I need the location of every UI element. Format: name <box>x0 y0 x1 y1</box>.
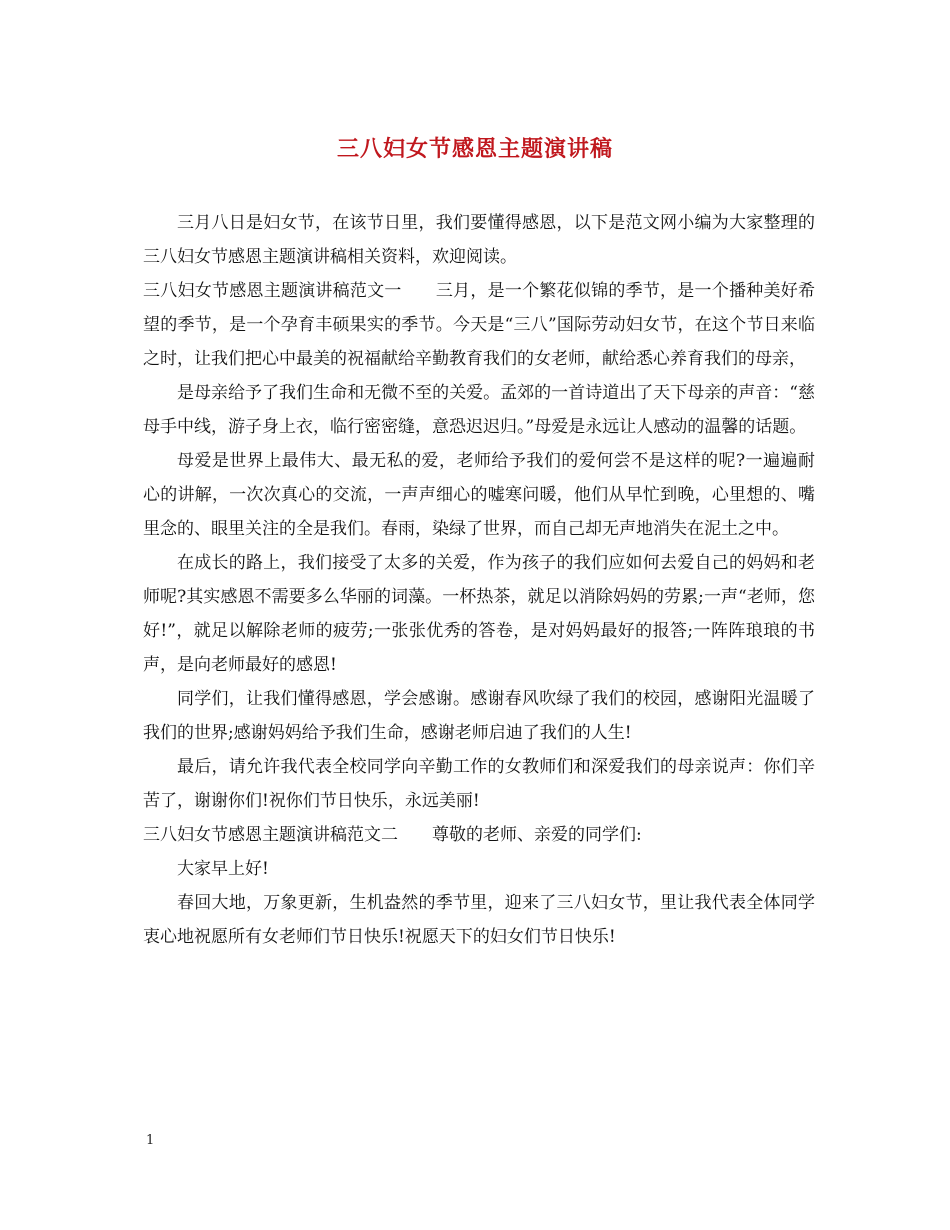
paragraph-teacher-love: 母爱是世界上最伟大、最无私的爱，老师给予我们的爱何尝不是这样的呢?一遍遍耐心的讲解，一次次真心的交流，一声声细心的嘘寒问暖，他们从早忙到晚，心里想的、嘴里念的、眼里关注的全是我们。春雨，染绿了世界，而自己却无声地消失在泥土之中。 <box>143 451 815 539</box>
paragraph-mother-love: 是母亲给予了我们生命和无微不至的关爱。孟郊的一首诗道出了天下母亲的声音：“慈母手中线，游子身上衣，临行密密缝，意恐迟迟归。”母爱是永远让人感动的温馨的话题。 <box>143 383 815 437</box>
paragraph-gratitude: 同学们，让我们懂得感恩，学会感谢。感谢春风吹绿了我们的校园，感谢阳光温暖了我们的世界;感谢妈妈给予我们生命，感谢老师启迪了我们的人生! <box>143 689 815 743</box>
paragraph-sample-one <box>143 274 815 376</box>
section-heading-sample-one: 三八妇女节感恩主题演讲稿范文一 <box>143 281 402 301</box>
sample-two-greeting: 尊敬的老师、亲爱的同学们: <box>432 825 642 845</box>
page-number: 1 <box>146 1133 155 1148</box>
sample-one-opening: 三月，是一个繁花似锦的季节，是一个播种美好希望的季节，是一个孕育丰硕果实的季节。今天是“三八”国际劳动妇女节，在这个节日来临之时，让我们把心中最美的祝福献给辛勤教育我们的女老师，献给悉心养育我们的母亲， <box>143 281 816 369</box>
paragraph-good-morning: 大家早上好! <box>177 859 269 879</box>
document-title: 三八妇女节感恩主题演讲稿 <box>336 136 613 162</box>
paragraph-intro: 三月八日是妇女节，在该节日里，我们要懂得感恩，以下是范文网小编为大家整理的三八妇女节感恩主题演讲稿相关资料，欢迎阅读。 <box>143 213 815 267</box>
paragraph-sample-two <box>143 818 815 852</box>
section-heading-sample-two: 三八妇女节感恩主题演讲稿范文二 <box>143 825 398 845</box>
paragraph-closing: 最后，请允许我代表全校同学向辛勤工作的女教师们和深爱我们的母亲说声：你们辛苦了，谢谢你们!祝你们节日快乐，永远美丽! <box>143 757 815 811</box>
paragraph-how-to-love: 在成长的路上，我们接受了太多的关爱，作为孩子的我们应如何去爱自己的妈妈和老师呢?其实感恩不需要多么华丽的词藻。一杯热茶，就足以消除妈妈的劳累;一声“老师，您好!”，就足以解除老师的疲劳;一张张优秀的答卷，是对妈妈最好的报答;一阵阵琅琅的书声，是向老师最好的感恩! <box>143 553 815 675</box>
document-body <box>143 206 815 954</box>
paragraph-spring-wishes: 春回大地，万象更新，生机盎然的季节里，迎来了三八妇女节，里让我代表全体同学衷心地祝愿所有女老师们节日快乐!祝愿天下的妇女们节日快乐! <box>143 893 815 947</box>
